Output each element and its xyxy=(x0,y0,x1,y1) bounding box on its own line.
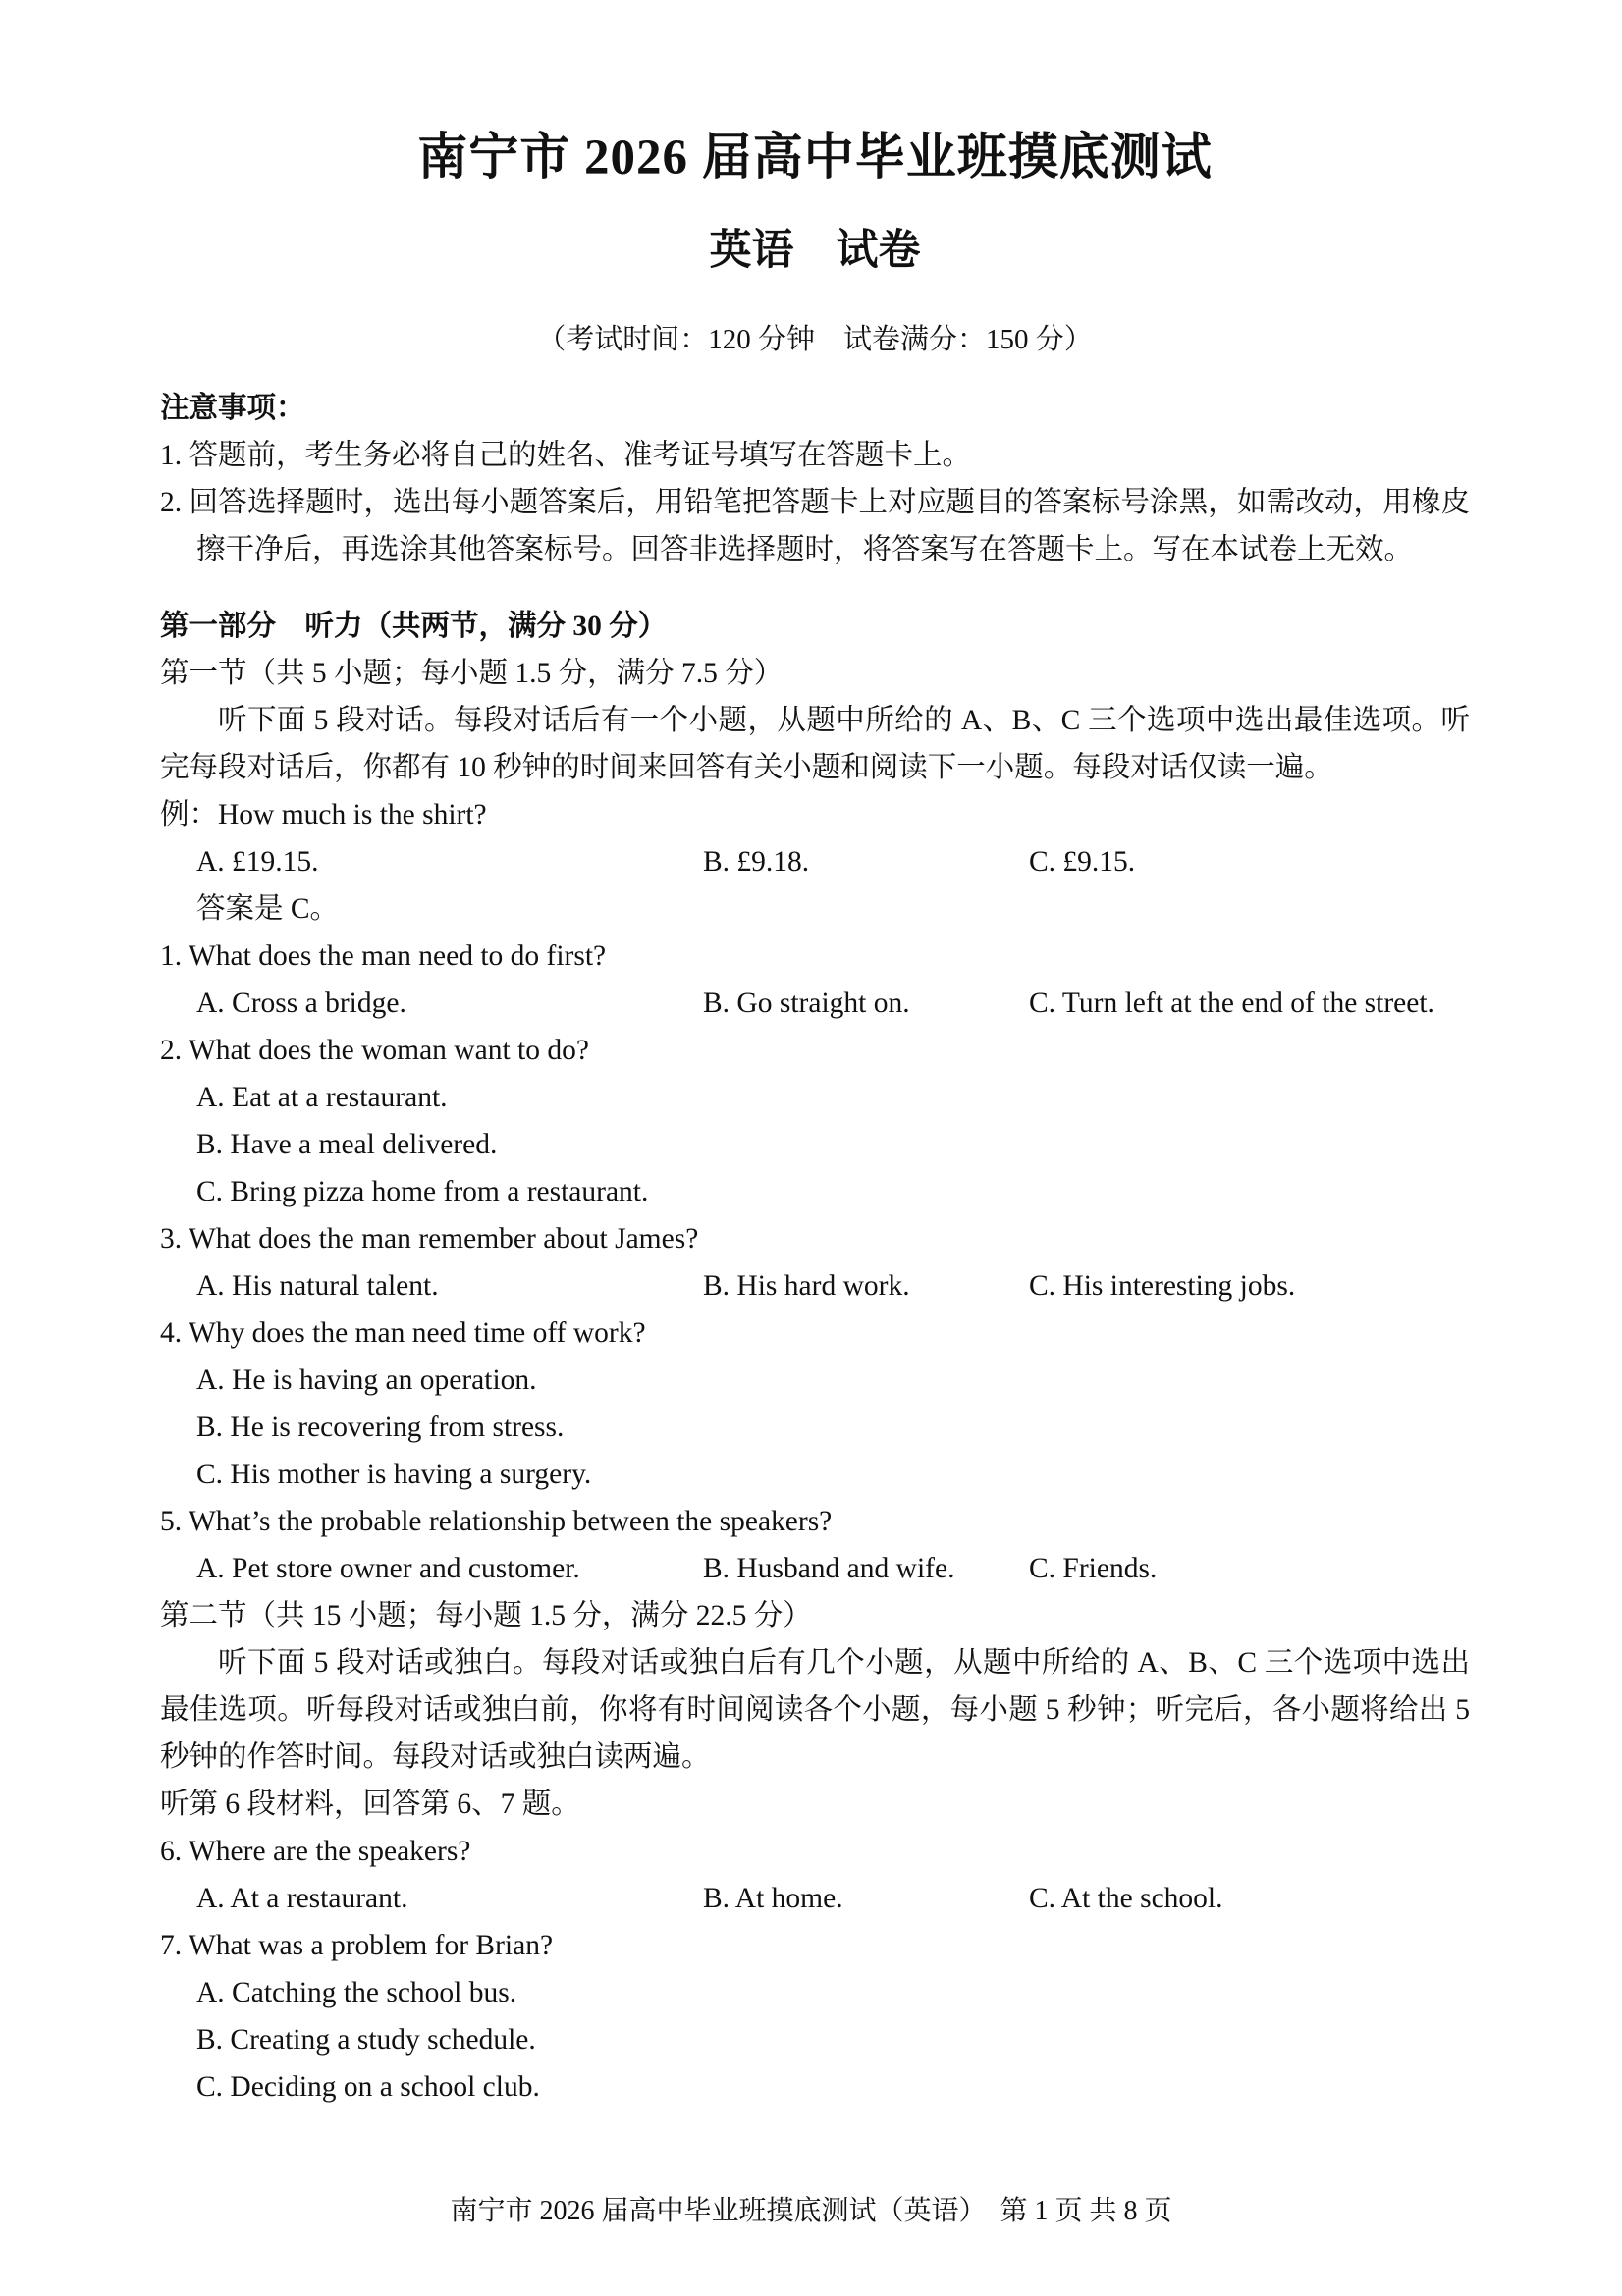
question-1-text: 1. What does the man need to do first? xyxy=(160,940,607,972)
notice-item-1: 1. 答题前，考生务必将自己的姓名、准考证号填写在答题卡上。 xyxy=(160,440,972,471)
example-option-a: A. £19.15. xyxy=(196,846,319,878)
question-3-option-c: C. His interesting jobs. xyxy=(1029,1270,1296,1302)
question-2-option-b: B. Have a meal delivered. xyxy=(196,1129,498,1160)
example-option-b: B. £9.18. xyxy=(703,846,810,878)
question-5-options-row xyxy=(160,1545,1470,1592)
page-footer: 南宁市 2026 届高中毕业班摸底测试（英语） 第 1 页 共 8 页 xyxy=(450,2196,1172,2226)
example-option-c: C. £9.15. xyxy=(1029,846,1136,878)
question-7-text: 7. What was a problem for Brian? xyxy=(160,1930,554,1961)
question-1-option-c: C. Turn left at the end of the street. xyxy=(1029,988,1434,1019)
question-5-text: 5. What’s the probable relationship between the speakers? xyxy=(160,1506,833,1537)
section2-instructions: 听下面 5 段对话或独白。每段对话或独白后有几个小题，从题中所给的 A、B、C 三个选项中选出最佳选项。听每段对话或独白前，你将有时间阅读各个小题，每小题 5 秒钟；听完后，各小题将给出 5 秒钟的作答时间。每段对话或独白读两遍。 xyxy=(160,1647,1470,1773)
question-5-option-b: B. Husband and wife. xyxy=(703,1553,955,1584)
question-6-option-a: A. At a restaurant. xyxy=(196,1883,408,1914)
example-options-row xyxy=(160,838,1470,885)
question-2-text: 2. What does the woman want to do? xyxy=(160,1035,589,1066)
page-subtitle: 英语 试卷 xyxy=(709,228,921,274)
example-answer: 答案是 C。 xyxy=(196,893,340,925)
question-7-option-c: C. Deciding on a school club. xyxy=(196,2071,540,2103)
question-3-options-row xyxy=(160,1262,1470,1309)
section1-instructions: 听下面 5 段对话。每段对话后有一个小题，从题中所给的 A、B、C 三个选项中选出最佳选项。听完每段对话后，你都有 10 秒钟的时间来回答有关小题和阅读下一小题。每段对话仅读一遍。 xyxy=(160,705,1470,783)
question-6-options-row xyxy=(160,1875,1470,1922)
notice-section xyxy=(160,385,1470,573)
question-1-option-a: A. Cross a bridge. xyxy=(196,988,406,1019)
question-2-option-a: A. Eat at a restaurant. xyxy=(196,1082,448,1113)
question-4-text: 4. Why does the man need time off work? xyxy=(160,1317,646,1349)
section2-heading: 第二节（共 15 小题；每小题 1.5 分，满分 22.5 分） xyxy=(160,1600,812,1631)
material6-note: 听第 6 段材料，回答第 6、7 题。 xyxy=(160,1789,580,1820)
page-content xyxy=(160,0,1470,2110)
question-7-option-b: B. Creating a study schedule. xyxy=(196,2024,536,2056)
question-5-option-a: A. Pet store owner and customer. xyxy=(196,1553,580,1584)
question-6-option-b: B. At home. xyxy=(703,1883,843,1914)
exam-info: （考试时间：120 分钟 试卷满分：150 分） xyxy=(537,324,1093,355)
question-7-option-a: A. Catching the school bus. xyxy=(196,1977,517,2008)
question-1-options-row xyxy=(160,980,1470,1027)
question-3-option-a: A. His natural talent. xyxy=(196,1270,439,1302)
part1-heading: 第一部分 听力（共两节，满分 30 分） xyxy=(160,611,668,642)
question-5-option-c: C. Friends. xyxy=(1029,1553,1158,1584)
paper-header xyxy=(160,0,1470,359)
notice-heading: 注意事项： xyxy=(160,393,305,424)
question-1-option-b: B. Go straight on. xyxy=(703,988,910,1019)
question-6-text: 6. Where are the speakers? xyxy=(160,1836,471,1867)
example-prompt: 例：How much is the shirt? xyxy=(160,799,487,830)
question-4-option-a: A. He is having an operation. xyxy=(196,1364,537,1396)
question-2-option-c: C. Bring pizza home from a restaurant. xyxy=(196,1176,649,1207)
question-4-option-b: B. He is recovering from stress. xyxy=(196,1412,565,1443)
question-3-text: 3. What does the man remember about James? xyxy=(160,1223,699,1255)
question-4-option-c: C. His mother is having a surgery. xyxy=(196,1459,592,1490)
page-title: 南宁市 2026 届高中毕业班摸底测试 xyxy=(417,131,1213,186)
question-6-option-c: C. At the school. xyxy=(1029,1883,1223,1914)
section1-heading: 第一节（共 5 小题；每小题 1.5 分，满分 7.5 分） xyxy=(160,658,784,689)
notice-item-2: 2. 回答选择题时，选出每小题答案后，用铅笔把答题卡上对应题目的答案标号涂黑，如需改动，用橡皮擦干净后，再选涂其他答案标号。回答非选择题时，将答案写在答题卡上。写在本试卷上无效。 xyxy=(160,487,1470,565)
question-3-option-b: B. His hard work. xyxy=(703,1270,910,1302)
